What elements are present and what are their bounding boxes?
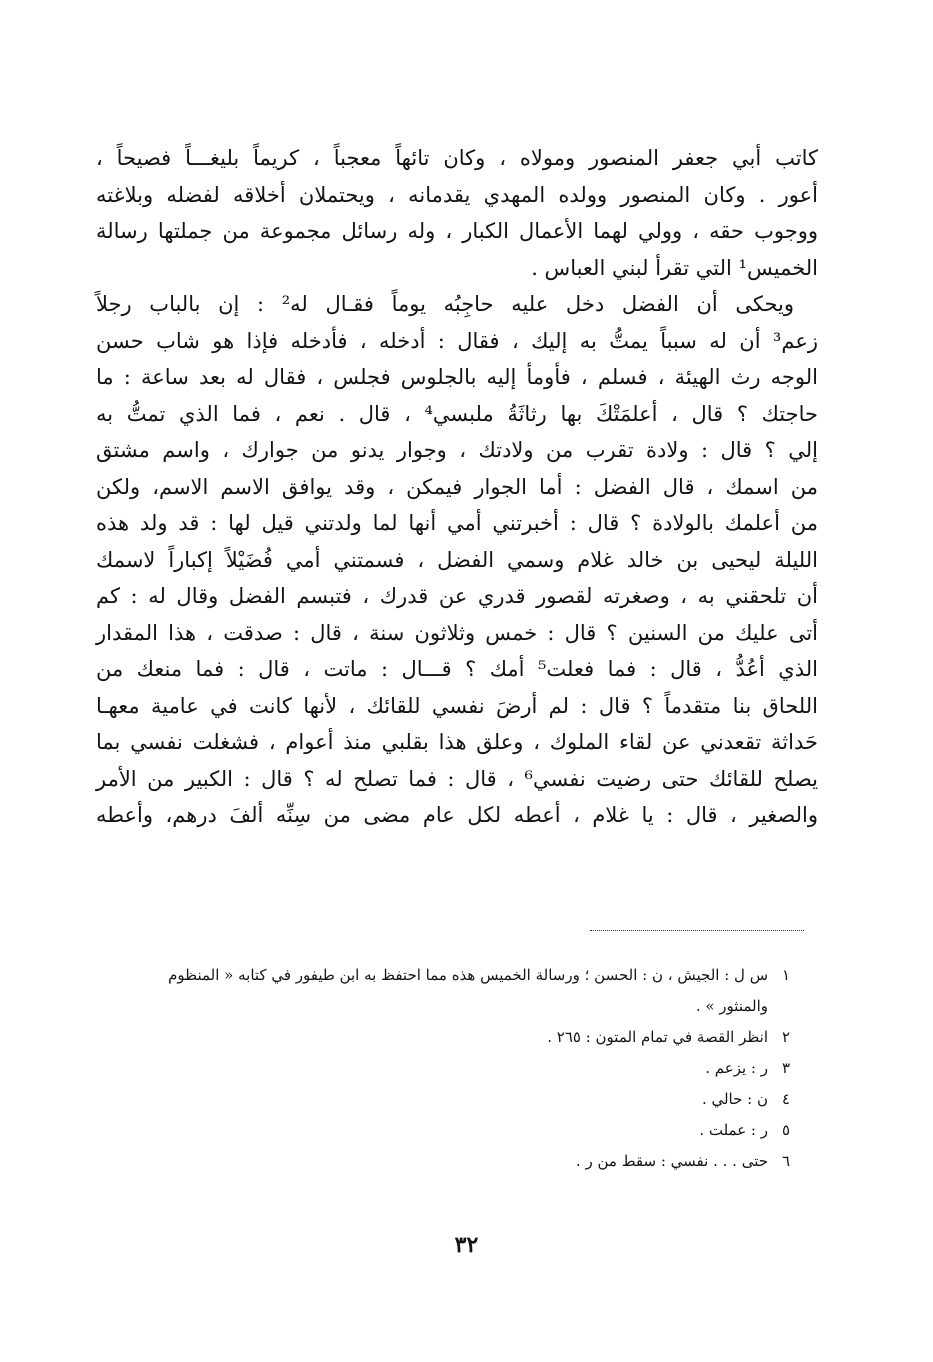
footnote-number: ١ bbox=[781, 966, 790, 984]
text-line: الليلة ليحيى بن خالد غلام وسمي الفضل ، فسمتني أمي فُضَيْلاً إكباراً لاسمك bbox=[96, 547, 818, 572]
footnote-text: س ل : الجيش ، ن : الحسن ؛ ورسالة الخميس هذه مما احتفظ به ابن طيفور في كتابه « المنظوم bbox=[168, 966, 768, 984]
footnote bbox=[110, 991, 790, 1022]
text-line: أن تلحقني به ، وصغرته لقصور قدري عن قدرك ، فتبسم الفضل وقال له : كم bbox=[96, 584, 818, 608]
footnote-number: ٦ bbox=[781, 1152, 790, 1170]
footnote bbox=[110, 1146, 790, 1177]
footnote bbox=[110, 1115, 790, 1146]
text-line: حَداثة تقعدني عن لقاء الملوك ، وعلق هذا بقلبي منذ أعوام ، فشغلت نفسي بما bbox=[96, 730, 818, 754]
text-line: من اسمك ، قال الفضل : أما الجوار فيمكن ، وقد يوافق الاسم الاسم، ولكن bbox=[96, 474, 818, 499]
text-line: إلي ؟ قال : ولادة تقرب من ولادتك ، وجوار يدنو من جوارك ، واسم مشتق bbox=[96, 438, 818, 462]
footnote-divider bbox=[590, 930, 804, 931]
footnote-number: ٢ bbox=[781, 1028, 790, 1046]
text-line: ووجوب حقه ، وولي لهما الأعمال الكبار ، وله رسائل مجموعة من جملتها رسالة bbox=[96, 219, 818, 243]
text-line: الوجه رث الهيئة ، فسلم ، فأومأ إليه بالجلوس فجلس ، فقال له بعد ساعة : ما bbox=[96, 365, 818, 389]
footnote-text: والمنثور » . bbox=[695, 997, 768, 1015]
text-line: زعم³ أن له سبباً يمتُّ به إليك ، فقال : أدخله ، فأدخله فإذا هو شاب حسن bbox=[96, 328, 818, 353]
text-line: من أعلمك بالولادة ؟ قال : أخبرتني أمي أنها لما ولدتني قيل لها : قد ولد هذه bbox=[96, 511, 818, 535]
footnote-text: ن : حالي . bbox=[701, 1090, 768, 1108]
page-number: ٣٢ bbox=[454, 1232, 479, 1258]
footnote-number: ٥ bbox=[781, 1121, 790, 1139]
footnote bbox=[110, 1053, 790, 1084]
text-line: الخميس¹ التي تقرأ لبني العباس . bbox=[531, 255, 818, 280]
text-line: كاتب أبي جعفر المنصور ومولاه ، وكان تائهاً معجباً ، كريماً بليغـــاً فصيحاً ، bbox=[96, 146, 818, 170]
main-text bbox=[96, 140, 818, 834]
text-line: يصلح للقائك حتى رضيت نفسي⁶ ، قال : فما تصلح له ؟ قال : الكبير من الأمر bbox=[96, 766, 819, 791]
text-line: الذي أعُدُّ ، قال : فما فعلت⁵ أمك ؟ قـــال : ماتت ، قال : فما منعك من bbox=[96, 657, 818, 681]
footnote-text: حتى . . . نفسي : سقط من ر . bbox=[575, 1152, 768, 1170]
text-line: اللحاق بنا متقدماً ؟ قال : لم أرضَ نفسي للقائك ، لأنها كانت في عامية معهـا bbox=[96, 693, 818, 718]
text-line: ويحكى أن الفضل دخل عليه حاجِبُه يوماً فقـال له² : إن بالباب رجلاً bbox=[96, 292, 794, 316]
footnotes bbox=[110, 960, 790, 1177]
text-line: أتى عليك من السنين ؟ قال : خمس وثلاثون سنة ، قال : صدقت ، هذا المقدار bbox=[96, 620, 818, 645]
footnote-text: انظر القصة في تمام المتون : ٢٦٥ . bbox=[547, 1028, 768, 1046]
footnote-text: ر : عملت . bbox=[699, 1121, 768, 1139]
footnote-number: ٤ bbox=[781, 1090, 790, 1108]
footnote bbox=[110, 960, 790, 991]
footnote bbox=[110, 1022, 790, 1053]
footnote-text: ر : يزعم . bbox=[705, 1059, 768, 1077]
text-line: أعور . وكان المنصور وولده المهدي يقدمانه ، ويحتملان أخلاقه لفضله وبلاغته bbox=[96, 182, 818, 207]
footnote bbox=[110, 1084, 790, 1115]
text-line: والصغير ، قال : يا غلام ، أعطه لكل عام مضى من سِنِّه ألفَ درهم، وأعطه bbox=[96, 803, 818, 827]
footnote-number: ٣ bbox=[781, 1059, 790, 1077]
text-line: حاجتك ؟ قال ، أعلمَتْكَ بها رثاثَةُ ملبسي⁴ ، قال . نعم ، فما الذي تمتُّ به bbox=[96, 401, 819, 426]
